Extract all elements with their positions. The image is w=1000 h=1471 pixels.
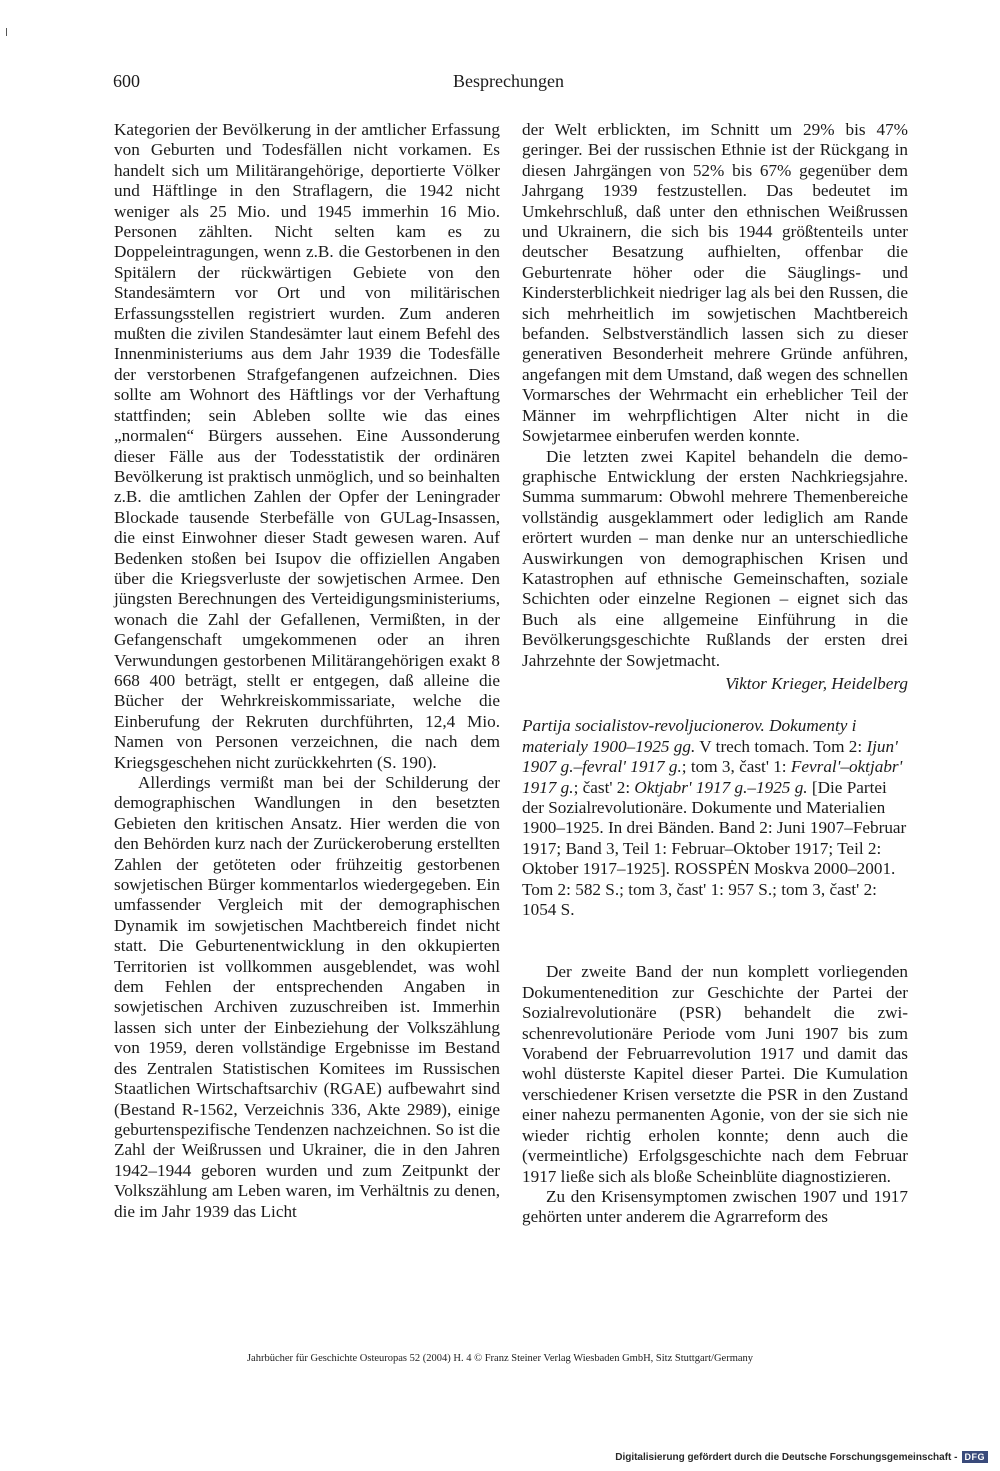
right-column — [522, 120, 908, 1228]
left-column — [114, 120, 500, 1222]
bibliographic-entry — [522, 716, 908, 920]
bib-title-4: Oktjabr' 1917 g.–1925 g. — [634, 777, 808, 797]
right-paragraph-4: Zu den Krisensymptomen zwischen 1907 und 1917 gehörten unter anderem die Agrarreform des — [522, 1186, 908, 1227]
scan-mark — [6, 28, 7, 36]
dfg-logo-icon: DFG — [962, 1451, 989, 1463]
left-paragraph-1: Kategorien der Bevölkerung in der amtlicher Erfassung von Geburten und Todesfällen nicht vorkamen. Es handelt sich um Militärangehörige, deportierte Völker und Häftlinge in den Straflagern, die 1942 nicht weniger als 25 Mio. und 1945 immerhin 16 Mio. Personen zählten. Nicht selten kam es zu Doppeleintragungen, wenn z.B. die Gestorbenen in den Spitälern der rückwärtigen Gebiete von den Standesämtern vor Ort und von militärischen Erfassungsstellen registriert wurden. Zum anderen mußten die zivilen Standesämter laut einem Befehl des Innenministeriums aus dem Jahr 1939 die Todesfälle der verstorbenen Strafgefangenen aufzeichnen. Dies sollte am Wohnort des Häftlings vor der Verhaftung stattfinden; sein Ableben sollte wie das eines „normalen“ Bürgers aussehen. Eine Aussonderung dieser Fälle aus der Todesstatistik der ordinären Bevölkerung ist praktisch unmöglich, und so beinhalten z.B. die amtlichen Zahlen der Opfer der Leningrader Blockade tausende Sterbefälle von GULag-Insassen, die einst Einwohner dieser Stadt gewesen waren. Auf Bedenken stoßen bei Isupov die offiziellen Angaben über die Kriegsverluste der sowjetischen Armee. Den jüngsten Berechnungen des Verteidigungsministeriums, wonach die Zahl der Gefallenen, Vermißten, in der Gefangenschaft umgekommenen oder an ihren Verwundungen gestorbenen Militärangehörigen exakt 8 668 400 beträgt, stellt er entgegen, daß alleine die Bücher der Wehrkreiskommissariate, welche die Einberufung der Rekruten durchführten, 12,4 Mio. Namen von Personen verzeichnen, die nach dem Kriegsgeschehen nicht zurückkehrten (S. 190). — [114, 120, 500, 772]
bib-text-2: ; tom 3, čast' 1: — [681, 757, 791, 777]
bib-title-1: Partija socialistov-revoljucionerov. Dokumenty i materialy 1900–1925 gg. — [522, 716, 857, 756]
right-paragraph-2: Die letzten zwei Kapitel behandeln die demographische Entwicklung der ersten Nachkriegsjahre. Summa summarum: Obwohl mehrere Themenbereiche vollständig ausgeklammert oder lediglich am Rande erörtert wurden – man denke nur an unterschiedliche Auswirkungen von demographischen Krisen und Katastrophen auf ethnische Gemeinschaften, soziale Schichten oder einzelne Regionen – eignet sich das Buch als eine allgemeine Einführung in die Bevölkerungsgeschichte Rußlands der ersten drei Jahrzehnte der Sowjetmacht. — [522, 446, 908, 670]
bib-title-2: Ijun' 1907 g.–fevral' 1917 g. — [522, 736, 898, 777]
page-number: 600 — [113, 71, 140, 91]
bib-text-4: [Die Partei der Sozialrevolutionäre. Dokumente und Materialien 1900–1925. In drei Bänden. Band 2: Juni 1907–Februar 1917; Band 3, Teil 1: Februar–Oktober 1917; Teil 2: Oktober 1917–1925]. ROSSPĖN Moskva 2000–2001. Tom 2: 582 S.; tom 3, čast' 1: 957 S.; tom 3, čast' 2: 1054 S. — [522, 777, 907, 920]
left-paragraph-2: Allerdings vermißt man bei der Schilderung der demographischen Wandlungen in den besetzten Gebieten den kritischen Ansatz. Hier werden die von den Behörden kurz nach der Zurückeroberung erstellten Zahlen der getöteten oder frühzeitig gestorbenen sowjetischen Bürger kommentarlos wiedergegeben. Ein umfassender Vergleich mit der demographischen Dynamik im sowjetischen Machtbereich findet nicht statt. Die Geburtenentwicklung in den okkupierten Territorien ist vollkommen ausgeblendet, was wohl dem Fehlen der entsprechenden Angaben in sowjetischen Archiven zuzuschreiben ist. Immerhin lassen sich unter der Einbeziehung der Volkszählung von 1959, deren vollständige Ergebnisse im Bestand des Zentralen Statistischen Komitees im Russischen Staatlichen Wirtschaftsarchiv (RGAE) aufbewahrt sind (Bestand R-1562, Verzeichnis 336, Akte 2989), einige geburtenspezifische Tendenzen nachzeichnen. So ist die Zahl der Weißrussen und Ukrainer, die in den Jahren 1942–1944 geboren wurden und zum Zeitpunkt der Volkszählung am Leben waren, im Verhältnis zu denen, die im Jahr 1939 das Licht — [114, 773, 500, 1221]
running-head: Besprechungen — [453, 71, 564, 91]
footer-imprint: Jahrbücher für Geschichte Osteuropas 52 (2004) H. 4 © Franz Steiner Verlag Wiesbaden GmbH, Sitz Stuttgart/Germany — [246, 1353, 754, 1364]
right-paragraph-1: der Welt erblickten, im Schnitt um 29% bis 47% geringer. Bei der russischen Ethnie ist der Rückgang in diesen Jahrgängen von 52% bis 67% gegenüber dem Jahrgang 1939 festzustellen. Das bedeutet im Umkehrschluß, daß unter den ethnischen Weißrussen und Ukrainern, die sich bis 1944 größtenteils unter deutscher Besatzung aufhielten, offenbar die Geburtenrate höher oder die Säuglings- und Kindersterblichkeit niedriger lag als bei den Russen, die sich mehrheitlich im sowjetischen Machtbereich befanden. Selbstverständlich lassen sich zu dieser generativen Besonderheit mehrere Gründe anführen, angefangen mit dem Umstand, daß wegen des schnellen Vormarsches der Wehrmacht ein erheblicher Teil der Männer im wehrpflichtigen Alter nicht in die Sowjetarmee einberufen werden konnte. — [522, 120, 908, 446]
bib-text-1: V trech tomach. Tom 2: — [695, 736, 867, 756]
bib-text-3: ; čast' 2: — [573, 777, 635, 797]
bib-title-3: Fevral'–oktjabr' 1917 g. — [522, 757, 903, 797]
right-paragraph-3: Der zweite Band der nun komplett vorliegenden Dokumentenedition zur Geschichte der Partei der Sozialrevolutionäre (PSR) behandelt die zwischenrevolutionäre Periode vom Juni 1907 bis zum Vorabend der Februarrevolution 1917 und damit das wohl düsterste Kapitel dieser Partei. Die Kumulation verschiedener Krisen versetzte die PSR in den Zustand einer nahezu permanenten Agonie, von der sie sich nie wieder richtig erholen konnte; denn auch die (vermeintliche) Erfolgsgeschichte nach dem Februar 1917 ließe sich als bloße Scheinblüte diagnostizieren. — [522, 962, 908, 1186]
dfg-note: Digitalisierung gefördert durch die Deutsche Forschungsgemeinschaft - — [615, 1451, 958, 1463]
dfg-credit — [615, 1451, 988, 1463]
review-signature: Viktor Krieger, Heidelberg — [725, 673, 908, 693]
